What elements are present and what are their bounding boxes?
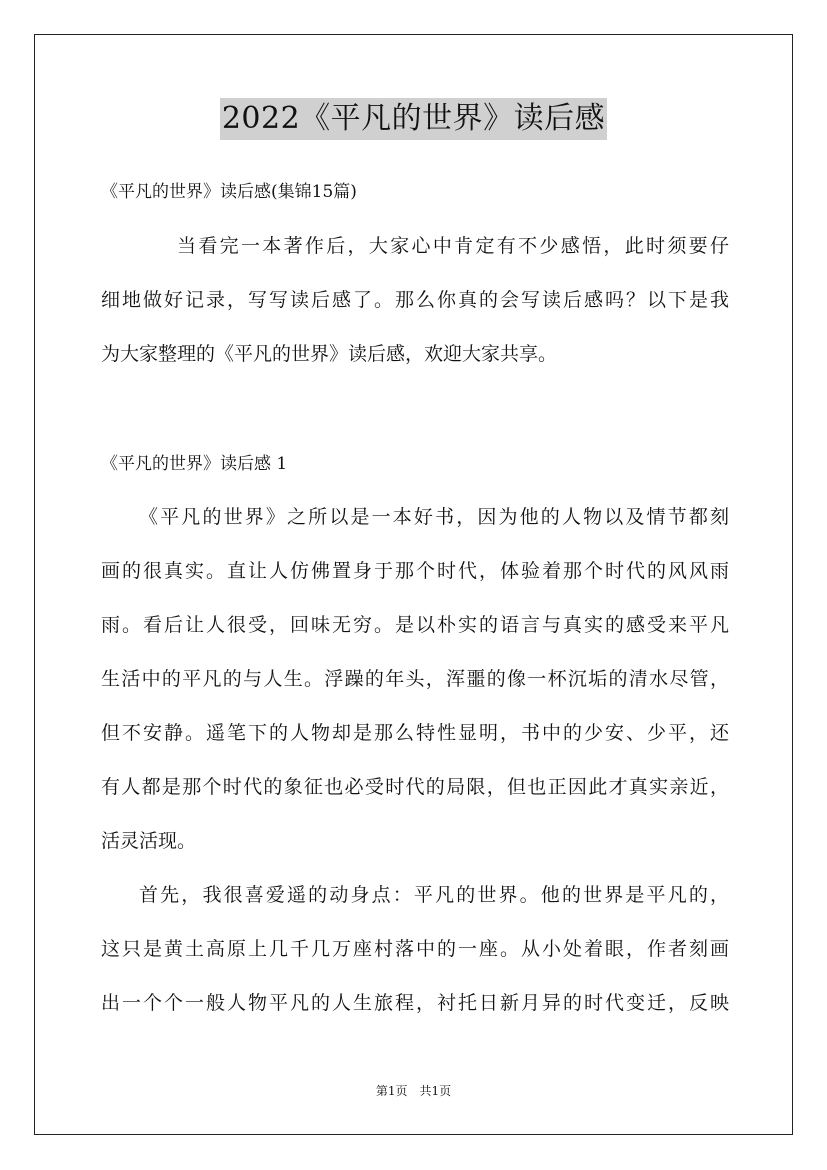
paragraph-line: 《平凡的世界》之所以是一本好书，因为他的人物以及情节都刻	[139, 506, 729, 528]
paragraph-line: 出一个个一般人物平凡的人生旅程，衬托日新月异的时代变迁，反映	[101, 992, 729, 1014]
document-title: 2022《平凡的世界》读后感	[220, 98, 607, 140]
section2-paragraph	[101, 868, 729, 1030]
section-heading: 《平凡的世界》读后感 1	[101, 454, 288, 474]
paragraph-line: 但不安静。遥笔下的人物却是那么特性显明，书中的少安、少平，还	[101, 722, 729, 744]
document-title-wrap	[0, 98, 827, 140]
section1-paragraph	[101, 490, 729, 868]
page-footer	[0, 1082, 827, 1100]
paragraph-line: 这只是黄土高原上几千几万座村落中的一座。从小处着眼，作者刻画	[101, 938, 729, 960]
paragraph-line: 当看完一本著作后，大家心中肯定有不少感悟，此时须要仔	[177, 235, 729, 257]
paragraph-line: 生活中的平凡的与人生。浮躁的年头，浑噩的像一杯沉垢的清水尽管，	[101, 668, 729, 690]
paragraph-line: 为大家整理的《平凡的世界》读后感，欢迎大家共享。	[101, 343, 558, 365]
page-number: 第1页	[375, 1084, 408, 1098]
paragraph-line: 首先，我很喜爱遥的动身点：平凡的世界。他的世界是平凡的，	[139, 884, 729, 906]
intro-paragraph	[101, 219, 729, 381]
paragraph-line: 画的很真实。直让人仿佛置身于那个时代，体验着那个时代的风风雨	[101, 560, 729, 582]
page-total: 共1页	[419, 1084, 452, 1098]
paragraph-line: 雨。看后让人很受，回味无穷。是以朴实的语言与真实的感受来平凡	[101, 614, 729, 636]
paragraph-line: 活灵活现。	[101, 830, 197, 852]
document-subtitle: 《平凡的世界》读后感(集锦15篇)	[101, 182, 357, 202]
paragraph-line: 有人都是那个时代的象征也必受时代的局限，但也正因此才真实亲近，	[101, 776, 729, 798]
paragraph-line: 细地做好记录，写写读后感了。那么你真的会写读后感吗？以下是我	[101, 289, 729, 311]
